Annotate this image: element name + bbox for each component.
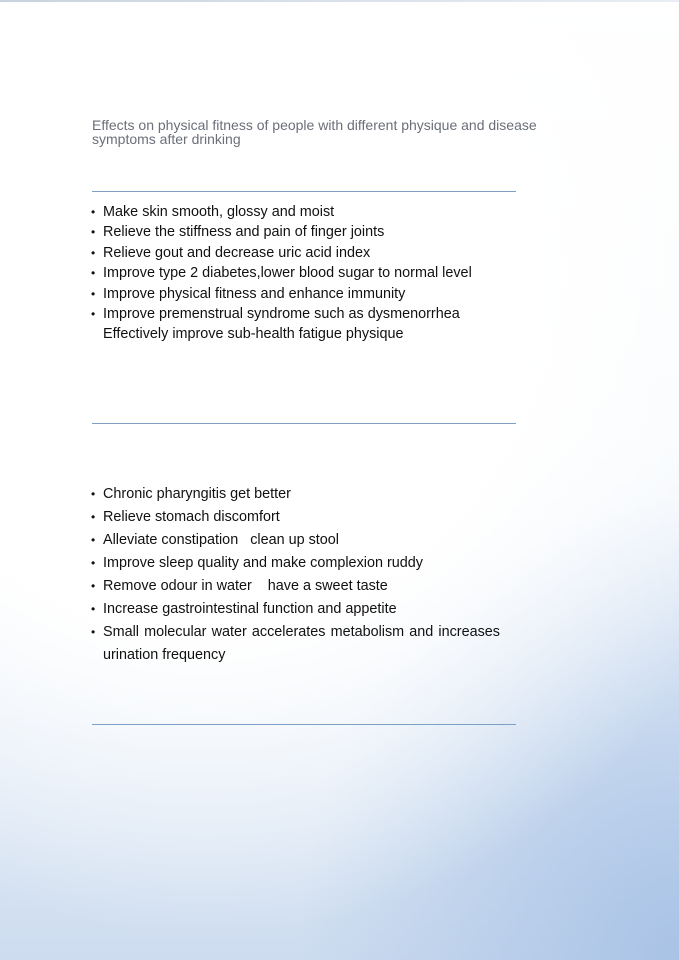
list-item [91, 483, 511, 506]
list-item-text: Improve physical fitness and enhance immunity [103, 285, 406, 302]
bullet-icon: • [91, 205, 96, 219]
list-item [91, 598, 511, 621]
page-title: Effects on physical fitness of people with different physique and disease symptoms after drinking [92, 117, 537, 147]
list-item-text: Remove odour in water have a sweet taste [103, 578, 388, 594]
list-item-text: Small molecular water accelerates metabolism and increases urination frequency [103, 624, 500, 663]
list-item [91, 304, 551, 324]
list-item-text: Increase gastrointestinal function and appetite [103, 601, 397, 617]
list-item-continuation [91, 324, 551, 344]
list-item-text: Improve premenstrual syndrome such as dysmenorrhea [103, 306, 460, 323]
list-item [91, 202, 551, 222]
bullet-icon: • [91, 533, 96, 547]
bullet-icon: • [91, 245, 96, 260]
list-item-text: Improve sleep quality and make complexion ruddy [103, 555, 423, 571]
list-item-text: Alleviate constipation clean up stool [103, 532, 339, 548]
list-item-text: Relieve the stiffness and pain of finger joints [103, 224, 385, 241]
list-item [91, 243, 551, 263]
list-item [91, 284, 551, 304]
bullet-icon: • [91, 579, 96, 593]
list-item-text: Make skin smooth, glossy and moist [103, 204, 335, 220]
bullet-icon: • [91, 225, 96, 240]
list-item [91, 575, 511, 598]
list-item [91, 529, 511, 552]
list-item-text: Relieve gout and decrease uric acid index [103, 244, 371, 261]
list-item [91, 506, 511, 529]
list-item [91, 552, 511, 575]
list-item-text: Chronic pharyngitis get better [103, 486, 291, 502]
benefits-list-one [91, 202, 551, 345]
bullet-icon: • [91, 307, 96, 322]
list-item [91, 263, 551, 283]
divider-line [92, 191, 516, 192]
divider-line [92, 423, 516, 424]
bullet-icon: • [91, 510, 96, 524]
benefits-list-two [91, 483, 511, 667]
bullet-icon: • [91, 266, 96, 281]
bullet-icon: • [91, 286, 96, 301]
list-item-text: Effectively improve sub-health fatigue physique [103, 326, 404, 343]
bullet-icon: • [91, 487, 96, 501]
list-item [91, 621, 500, 667]
list-item-text: Relieve stomach discomfort [103, 509, 280, 525]
page-top-edge [0, 0, 679, 2]
divider-line [92, 724, 516, 725]
list-item [91, 222, 551, 242]
bullet-icon: • [91, 625, 96, 639]
list-item-text: Improve type 2 diabetes,lower blood sugar to normal level [103, 265, 472, 282]
bullet-icon: • [91, 602, 96, 616]
bullet-icon: • [91, 556, 96, 570]
